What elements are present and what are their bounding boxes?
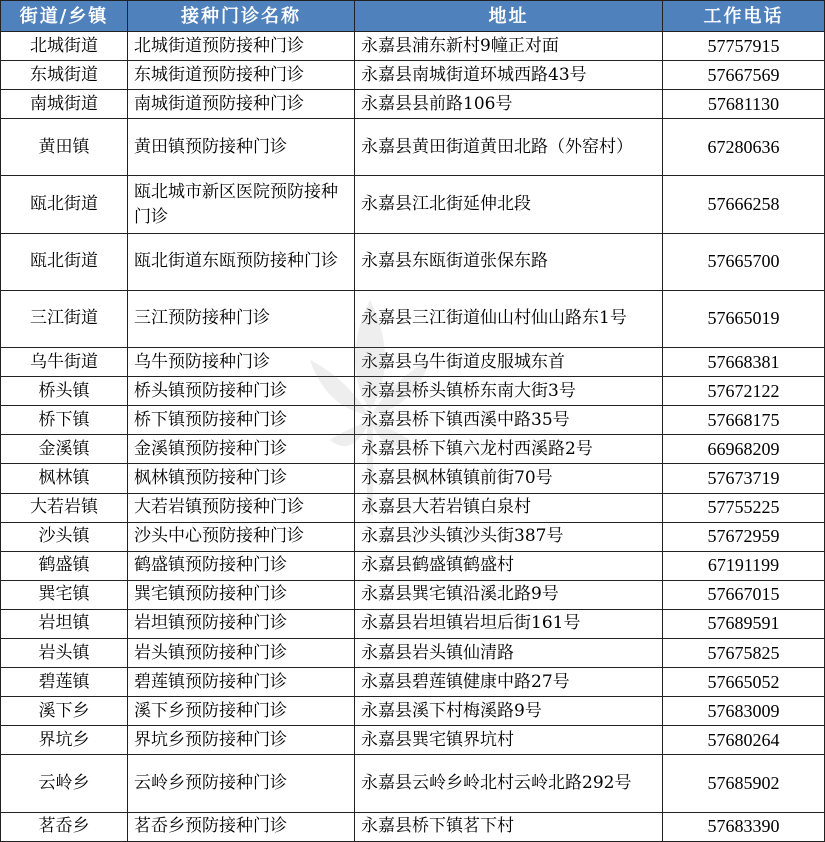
town-cell: 枫林镇 <box>1 464 128 493</box>
phone-cell: 57683390 <box>663 812 825 841</box>
town-cell: 黄田镇 <box>1 119 128 176</box>
clinic-name-cell: 东城街道预防接种门诊 <box>128 61 355 90</box>
table-row <box>1 377 825 406</box>
town-cell: 岩坦镇 <box>1 609 128 638</box>
table-row <box>1 493 825 522</box>
table-row <box>1 639 825 668</box>
phone-cell: 57665019 <box>663 290 825 347</box>
header-town: 街道/乡镇 <box>1 1 128 32</box>
town-cell: 溪下乡 <box>1 697 128 726</box>
phone-cell: 57681130 <box>663 90 825 119</box>
phone-cell: 57673719 <box>663 464 825 493</box>
clinic-name-cell: 瓯北街道东瓯预防接种门诊 <box>128 233 355 290</box>
table-row <box>1 726 825 755</box>
town-cell: 东城街道 <box>1 61 128 90</box>
phone-cell: 57665052 <box>663 668 825 697</box>
table-row <box>1 32 825 61</box>
address-cell: 永嘉县桥下镇六龙村西溪路2号 <box>355 435 663 464</box>
clinic-name-cell: 三江预防接种门诊 <box>128 290 355 347</box>
phone-cell: 57666258 <box>663 176 825 233</box>
table-row <box>1 551 825 580</box>
clinic-name-cell: 南城街道预防接种门诊 <box>128 90 355 119</box>
town-cell: 巽宅镇 <box>1 580 128 609</box>
clinic-name-cell: 大若岩镇预防接种门诊 <box>128 493 355 522</box>
clinic-name-cell: 岩坦镇预防接种门诊 <box>128 609 355 638</box>
clinic-name-cell: 云岭乡预防接种门诊 <box>128 755 355 812</box>
address-cell: 永嘉县桥头镇桥东南大街3号 <box>355 377 663 406</box>
clinic-name-cell: 鹤盛镇预防接种门诊 <box>128 551 355 580</box>
clinic-name-cell: 沙头中心预防接种门诊 <box>128 522 355 551</box>
table-row <box>1 61 825 90</box>
clinic-name-cell: 巽宅镇预防接种门诊 <box>128 580 355 609</box>
clinic-name-cell: 界坑乡预防接种门诊 <box>128 726 355 755</box>
table-row <box>1 176 825 233</box>
town-cell: 桥下镇 <box>1 406 128 435</box>
town-cell: 岩头镇 <box>1 639 128 668</box>
table-row <box>1 290 825 347</box>
address-cell: 永嘉县大若岩镇白泉村 <box>355 493 663 522</box>
clinic-name-cell: 金溪镇预防接种门诊 <box>128 435 355 464</box>
address-cell: 永嘉县沙头镇沙头街387号 <box>355 522 663 551</box>
header-clinic-name: 接种门诊名称 <box>128 1 355 32</box>
phone-cell: 67191199 <box>663 551 825 580</box>
address-cell: 永嘉县三江街道仙山村仙山路东1号 <box>355 290 663 347</box>
town-cell: 瓯北街道 <box>1 176 128 233</box>
town-cell: 界坑乡 <box>1 726 128 755</box>
address-cell: 永嘉县巽宅镇沿溪北路9号 <box>355 580 663 609</box>
phone-cell: 57689591 <box>663 609 825 638</box>
clinic-name-cell: 黄田镇预防接种门诊 <box>128 119 355 176</box>
header-row <box>1 1 825 32</box>
table-row <box>1 668 825 697</box>
address-cell: 永嘉县碧莲镇健康中路27号 <box>355 668 663 697</box>
town-cell: 鹤盛镇 <box>1 551 128 580</box>
address-cell: 永嘉县岩坦镇岩坦后街161号 <box>355 609 663 638</box>
town-cell: 桥头镇 <box>1 377 128 406</box>
address-cell: 永嘉县枫林镇镇前街70号 <box>355 464 663 493</box>
town-cell: 三江街道 <box>1 290 128 347</box>
address-cell: 永嘉县县前路106号 <box>355 90 663 119</box>
town-cell: 茗岙乡 <box>1 812 128 841</box>
town-cell: 云岭乡 <box>1 755 128 812</box>
clinic-name-cell: 桥下镇预防接种门诊 <box>128 406 355 435</box>
town-cell: 北城街道 <box>1 32 128 61</box>
phone-cell: 57675825 <box>663 639 825 668</box>
table-row <box>1 348 825 377</box>
phone-cell: 57668175 <box>663 406 825 435</box>
phone-cell: 57680264 <box>663 726 825 755</box>
town-cell: 金溪镇 <box>1 435 128 464</box>
phone-cell: 57685902 <box>663 755 825 812</box>
clinic-name-cell: 瓯北城市新区医院预防接种门诊 <box>128 176 355 233</box>
table-row <box>1 580 825 609</box>
clinic-name-cell: 茗岙乡预防接种门诊 <box>128 812 355 841</box>
table-row <box>1 697 825 726</box>
clinic-name-cell: 乌牛预防接种门诊 <box>128 348 355 377</box>
header-phone: 工作电话 <box>663 1 825 32</box>
clinic-name-cell: 北城街道预防接种门诊 <box>128 32 355 61</box>
clinic-name-cell: 岩头镇预防接种门诊 <box>128 639 355 668</box>
table-row <box>1 119 825 176</box>
phone-cell: 57757915 <box>663 32 825 61</box>
phone-cell: 57665700 <box>663 233 825 290</box>
table-row <box>1 406 825 435</box>
town-cell: 南城街道 <box>1 90 128 119</box>
address-cell: 永嘉县鹤盛镇鹤盛村 <box>355 551 663 580</box>
town-cell: 大若岩镇 <box>1 493 128 522</box>
phone-cell: 67280636 <box>663 119 825 176</box>
address-cell: 永嘉县巽宅镇界坑村 <box>355 726 663 755</box>
address-cell: 永嘉县黄田街道黄田北路（外窑村） <box>355 119 663 176</box>
table-row <box>1 233 825 290</box>
address-cell: 永嘉县浦东新村9幢正对面 <box>355 32 663 61</box>
town-cell: 瓯北街道 <box>1 233 128 290</box>
phone-cell: 57668381 <box>663 348 825 377</box>
clinic-name-cell: 溪下乡预防接种门诊 <box>128 697 355 726</box>
address-cell: 永嘉县桥下镇茗下村 <box>355 812 663 841</box>
table-row <box>1 464 825 493</box>
phone-cell: 66968209 <box>663 435 825 464</box>
table-row <box>1 522 825 551</box>
address-cell: 永嘉县岩头镇仙清路 <box>355 639 663 668</box>
clinic-name-cell: 碧莲镇预防接种门诊 <box>128 668 355 697</box>
table-row <box>1 609 825 638</box>
address-cell: 永嘉县南城街道环城西路43号 <box>355 61 663 90</box>
address-cell: 永嘉县云岭乡岭北村云岭北路292号 <box>355 755 663 812</box>
phone-cell: 57672959 <box>663 522 825 551</box>
clinic-name-cell: 枫林镇预防接种门诊 <box>128 464 355 493</box>
table-row <box>1 90 825 119</box>
address-cell: 永嘉县桥下镇西溪中路35号 <box>355 406 663 435</box>
phone-cell: 57667015 <box>663 580 825 609</box>
table-row <box>1 812 825 841</box>
phone-cell: 57683009 <box>663 697 825 726</box>
phone-cell: 57672122 <box>663 377 825 406</box>
table-row <box>1 755 825 812</box>
address-cell: 永嘉县乌牛街道皮服城东首 <box>355 348 663 377</box>
address-cell: 永嘉县江北街延伸北段 <box>355 176 663 233</box>
phone-cell: 57755225 <box>663 493 825 522</box>
phone-cell: 57667569 <box>663 61 825 90</box>
table-row <box>1 435 825 464</box>
town-cell: 碧莲镇 <box>1 668 128 697</box>
town-cell: 沙头镇 <box>1 522 128 551</box>
town-cell: 乌牛街道 <box>1 348 128 377</box>
header-address: 地址 <box>355 1 663 32</box>
address-cell: 永嘉县溪下村梅溪路9号 <box>355 697 663 726</box>
clinic-name-cell: 桥头镇预防接种门诊 <box>128 377 355 406</box>
address-cell: 永嘉县东瓯街道张保东路 <box>355 233 663 290</box>
